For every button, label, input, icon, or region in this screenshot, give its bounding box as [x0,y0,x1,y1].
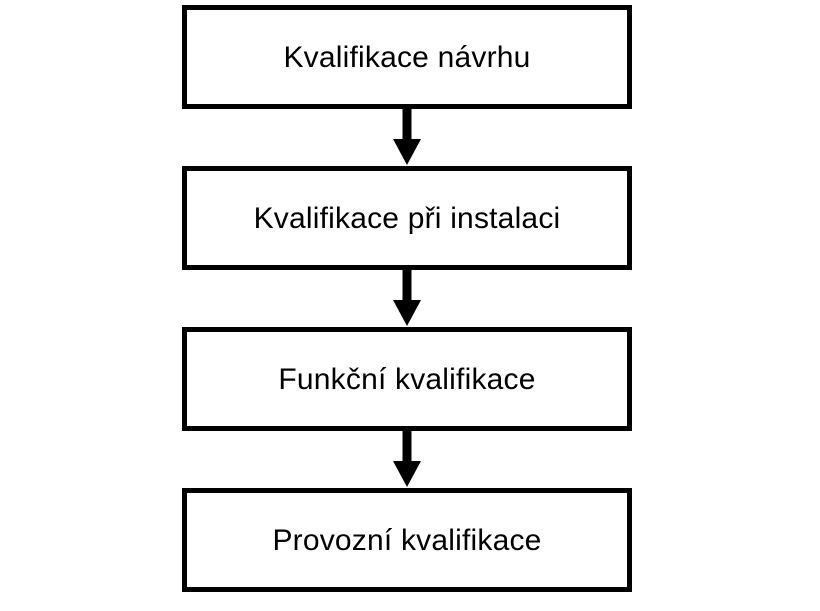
node-label: Provozní kvalifikace [272,523,542,557]
process-node-installation-qualification [182,166,632,270]
node-label: Kvalifikace při instalaci [253,201,561,235]
flow-column [182,5,632,592]
process-node-design-qualification [182,5,632,109]
arrow-down-icon-2 [377,270,437,327]
process-node-operational-qualification [182,327,632,431]
arrow-down-icon-3 [377,431,437,488]
arrow-down-icon-1 [377,109,437,166]
node-label: Funkční kvalifikace [278,362,536,396]
process-node-performance-qualification [182,488,632,592]
node-label: Kvalifikace návrhu [283,40,531,74]
